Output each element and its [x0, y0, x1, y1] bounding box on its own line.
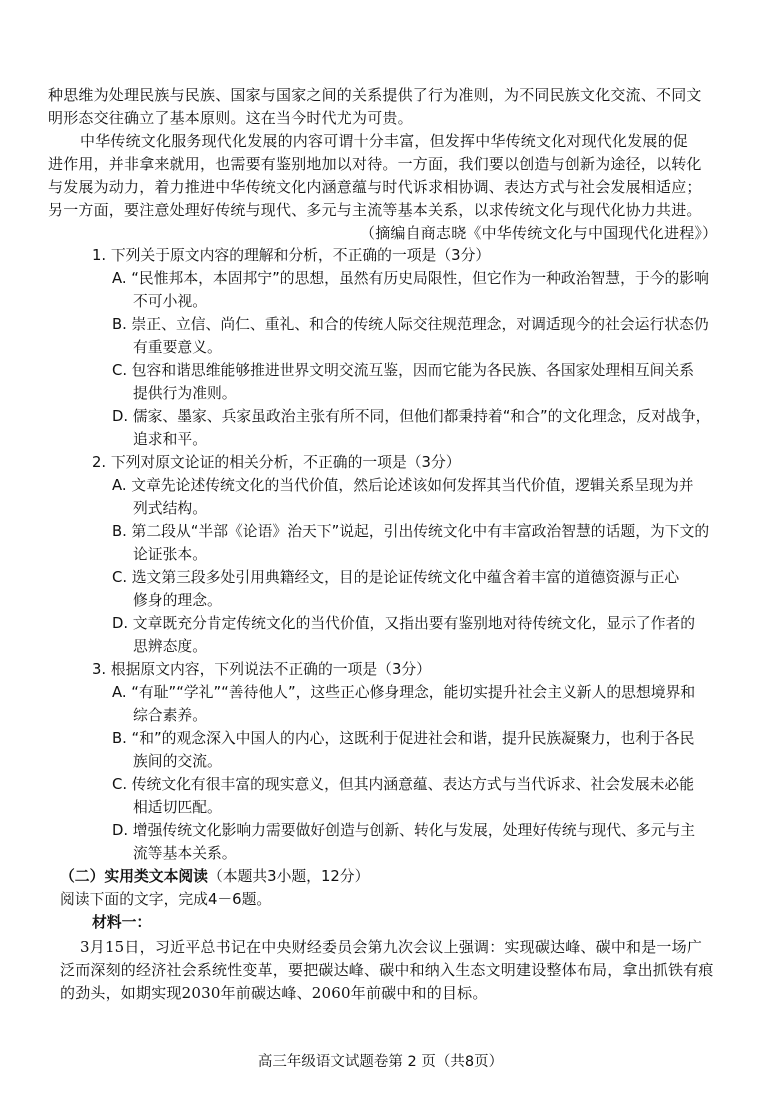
- option-line: 流等基本关系。: [133, 845, 237, 862]
- option-line: 列式结构。: [133, 500, 207, 517]
- section-heading-note: （本题共3小题，12分）: [207, 868, 370, 885]
- passage-line: 另一方面，要注意处理好传统与现代、多元与主流等基本关系，以求传统文化与现代化协力共进。: [48, 201, 702, 219]
- question-stem: 1. 下列关于原文内容的理解和分析，不正确的一项是（3分）: [92, 247, 491, 264]
- option-line: 族间的交流。: [133, 753, 222, 770]
- option-line: 论证张本。: [133, 546, 207, 563]
- option-line: A. “有耻”“学礼”“善待他人”，这些正心修身理念，能切实提升社会主义新人的思想境界和: [112, 684, 696, 701]
- option-line: C. 选文第三段多处引用典籍经文，目的是论证传统文化中蕴含着丰富的道德资源与正心: [112, 569, 680, 586]
- section-instruction: 阅读下面的文字，完成4－6题。: [60, 891, 272, 908]
- material-label: 材料一：: [92, 914, 152, 931]
- option-line: 综合素养。: [133, 707, 207, 724]
- passage-line: 种思维为处理民族与民族、国家与国家之间的关系提供了行为准则，为不同民族文化交流、不同文: [48, 86, 702, 104]
- passage-line: 明形态交往确立了基本原则。这在当今时代尤为可贵。: [48, 109, 413, 127]
- option-line: 提供行为准则。: [133, 385, 237, 402]
- option-line: C. 传统文化有很丰富的现实意义，但其内涵意蕴、表达方式与当代诉求、社会发展未必能: [112, 776, 695, 793]
- passage-line: 进作用，并非拿来就用，也需要有鉴别地加以对待。一方面，我们要以创造与创新为途径，以转化: [48, 155, 702, 173]
- material-line: 的劲头，如期实现2030年前碳达峰、2060年前碳中和的目标。: [60, 984, 488, 1002]
- option-line: 不可小视。: [133, 293, 207, 310]
- option-line: D. 增强传统文化影响力需要做好创造与创新、转化与发展，处理好传统与现代、多元与主: [112, 822, 696, 839]
- option-line: C. 包容和谐思维能够推进世界文明交流互鉴，因而它能为各民族、各国家处理相互间关系: [112, 362, 695, 379]
- option-line: 追求和平。: [133, 431, 207, 448]
- page-footer: 高三年级语文试题卷第 2 页（共8页）: [257, 1054, 504, 1070]
- passage-line: 中华传统文化服务现代化发展的内容可谓十分丰富，但发挥中华传统文化对现代化发展的促: [80, 132, 689, 150]
- option-line: A. “民惟邦本，本固邦宁”的思想，虽然有历史局限性，但它作为一种政治智慧，于今的影响: [112, 270, 709, 287]
- material-line: 3月15日，习近平总书记在中央财经委员会第九次会议上强调：实现碳达峰、碳中和是一场广: [80, 938, 703, 956]
- option-line: A. 文章先论述传统文化的当代价值，然后论述该如何发挥其当代价值，逻辑关系呈现为并: [112, 477, 694, 494]
- section-heading-row: [60, 866, 369, 888]
- option-line: 修身的理念。: [133, 592, 222, 609]
- option-line: D. 文章既充分肯定传统文化的当代价值，又指出要有鉴别地对待传统文化，显示了作者的: [112, 615, 696, 632]
- option-line: B. “和”的观念深入中国人的内心，这既利于促进社会和谐，提升民族凝聚力，也利于各民: [112, 730, 695, 747]
- option-line: B. 崇正、立信、尚仁、重礼、和合的传统人际交往规范理念，对调适现今的社会运行状态仍: [112, 316, 709, 333]
- option-line: 思辨态度。: [133, 638, 207, 655]
- option-line: B. 第二段从“半部《论语》治天下”说起，引出传统文化中有丰富政治智慧的话题，为下文的: [112, 523, 710, 540]
- option-line: 有重要意义。: [133, 339, 222, 356]
- material-line: 泛而深刻的经济社会系统性变革，要把碳达峰、碳中和纳入生态文明建设整体布局，拿出抓铁有痕: [60, 961, 714, 979]
- question-stem: 3. 根据原文内容，下列说法不正确的一项是（3分）: [92, 661, 431, 678]
- passage-source: （摘编自商志晓《中华传统文化与中国现代化进程》）: [360, 224, 718, 242]
- question-stem: 2. 下列对原文论证的相关分析，不正确的一项是（3分）: [92, 454, 461, 471]
- section-heading: （二）实用类文本阅读: [60, 868, 208, 885]
- option-line: 相适切匹配。: [133, 799, 222, 816]
- passage-line: 与发展为动力，着力推进中华传统文化内涵意蕴与时代诉求相协调、表达方式与社会发展相适应；: [48, 178, 702, 196]
- option-line: D. 儒家、墨家、兵家虽政治主张有所不同，但他们都秉持着“和合”的文化理念，反对战争，: [112, 408, 711, 425]
